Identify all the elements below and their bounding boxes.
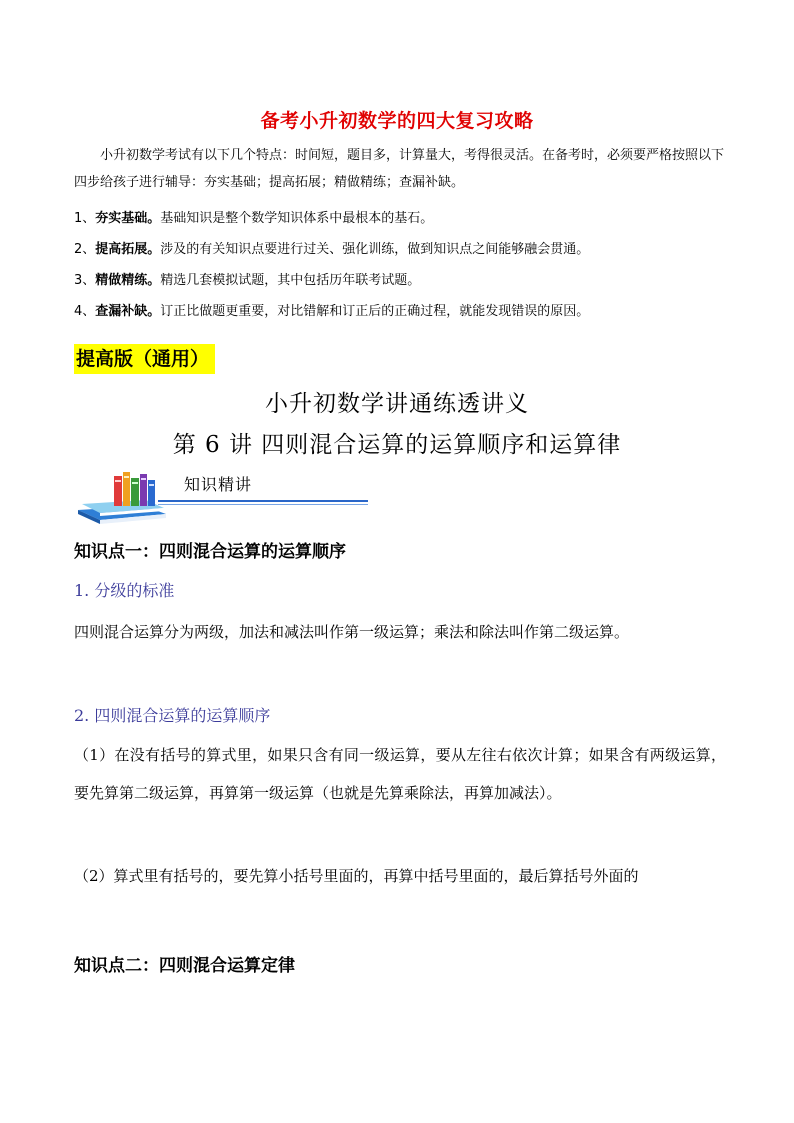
section-underline-thin	[158, 504, 368, 505]
step-heading: 精做精练。	[95, 273, 161, 288]
paragraph: （1）在没有括号的算式里，如果只含有同一级运算，要从左往右依次计算；如果含有两级运算，要先算第二级运算，再算第一级运算（也就是先算乘除法，再算加减法）。	[74, 746, 726, 802]
subheading: 2. 四则混合运算的运算顺序	[74, 706, 271, 725]
step-text: 涉及的有关知识点要进行过关、强化训练，做到知识点之间能够融会贯通。	[160, 242, 590, 257]
paragraph: 四则混合运算分为两级，加法和减法叫作第一级运算；乘法和除法叫作第二级运算。	[74, 623, 630, 641]
section-label: 知识精讲	[184, 475, 253, 494]
list-item	[74, 265, 724, 296]
step-number: 1、	[74, 211, 96, 226]
step-text: 精选几套模拟试题，其中包括历年联考试题。	[160, 273, 421, 288]
step-text: 基础知识是整个数学知识体系中最根本的基石。	[160, 211, 434, 226]
section-header	[74, 466, 314, 524]
list-item	[74, 234, 724, 265]
intro-paragraph: 小升初数学考试有以下几个特点：时间短，题目多，计算量大，考得很灵活。在备考时，必须要严格按照以下四步给孩子进行辅导：夯实基础；提高拓展；精做精练；查漏补缺。	[74, 148, 725, 190]
knowledge-point-heading: 知识点二：四则混合运算定律	[74, 956, 295, 976]
knowledge-point-heading: 知识点一：四则混合运算的运算顺序	[74, 542, 346, 562]
step-heading: 夯实基础。	[95, 211, 161, 226]
step-number: 3、	[74, 273, 96, 288]
step-text: 订正比做题更重要，对比错解和订正后的正确过程，就能发现错误的原因。	[160, 304, 590, 319]
subheading: 1. 分级的标准	[74, 581, 175, 600]
document-title: 备考小升初数学的四大复习攻略	[260, 110, 534, 132]
paragraph: （2）算式里有括号的，要先算小括号里面的，再算中括号里面的，最后算括号外面的	[74, 867, 639, 885]
step-number: 2、	[74, 242, 96, 257]
list-item	[74, 203, 724, 234]
section-underline	[158, 500, 368, 502]
edition-badge: 提高版（通用）	[74, 344, 215, 374]
step-heading: 查漏补缺。	[95, 304, 161, 319]
lecture-series-title: 小升初数学讲通练透讲义	[265, 391, 529, 417]
step-number: 4、	[74, 304, 96, 319]
list-item	[74, 296, 724, 327]
study-steps-list	[74, 203, 724, 327]
books-icon	[74, 466, 186, 524]
lecture-title: 第 6 讲 四则混合运算的运算顺序和运算律	[172, 432, 622, 458]
step-heading: 提高拓展。	[95, 242, 161, 257]
